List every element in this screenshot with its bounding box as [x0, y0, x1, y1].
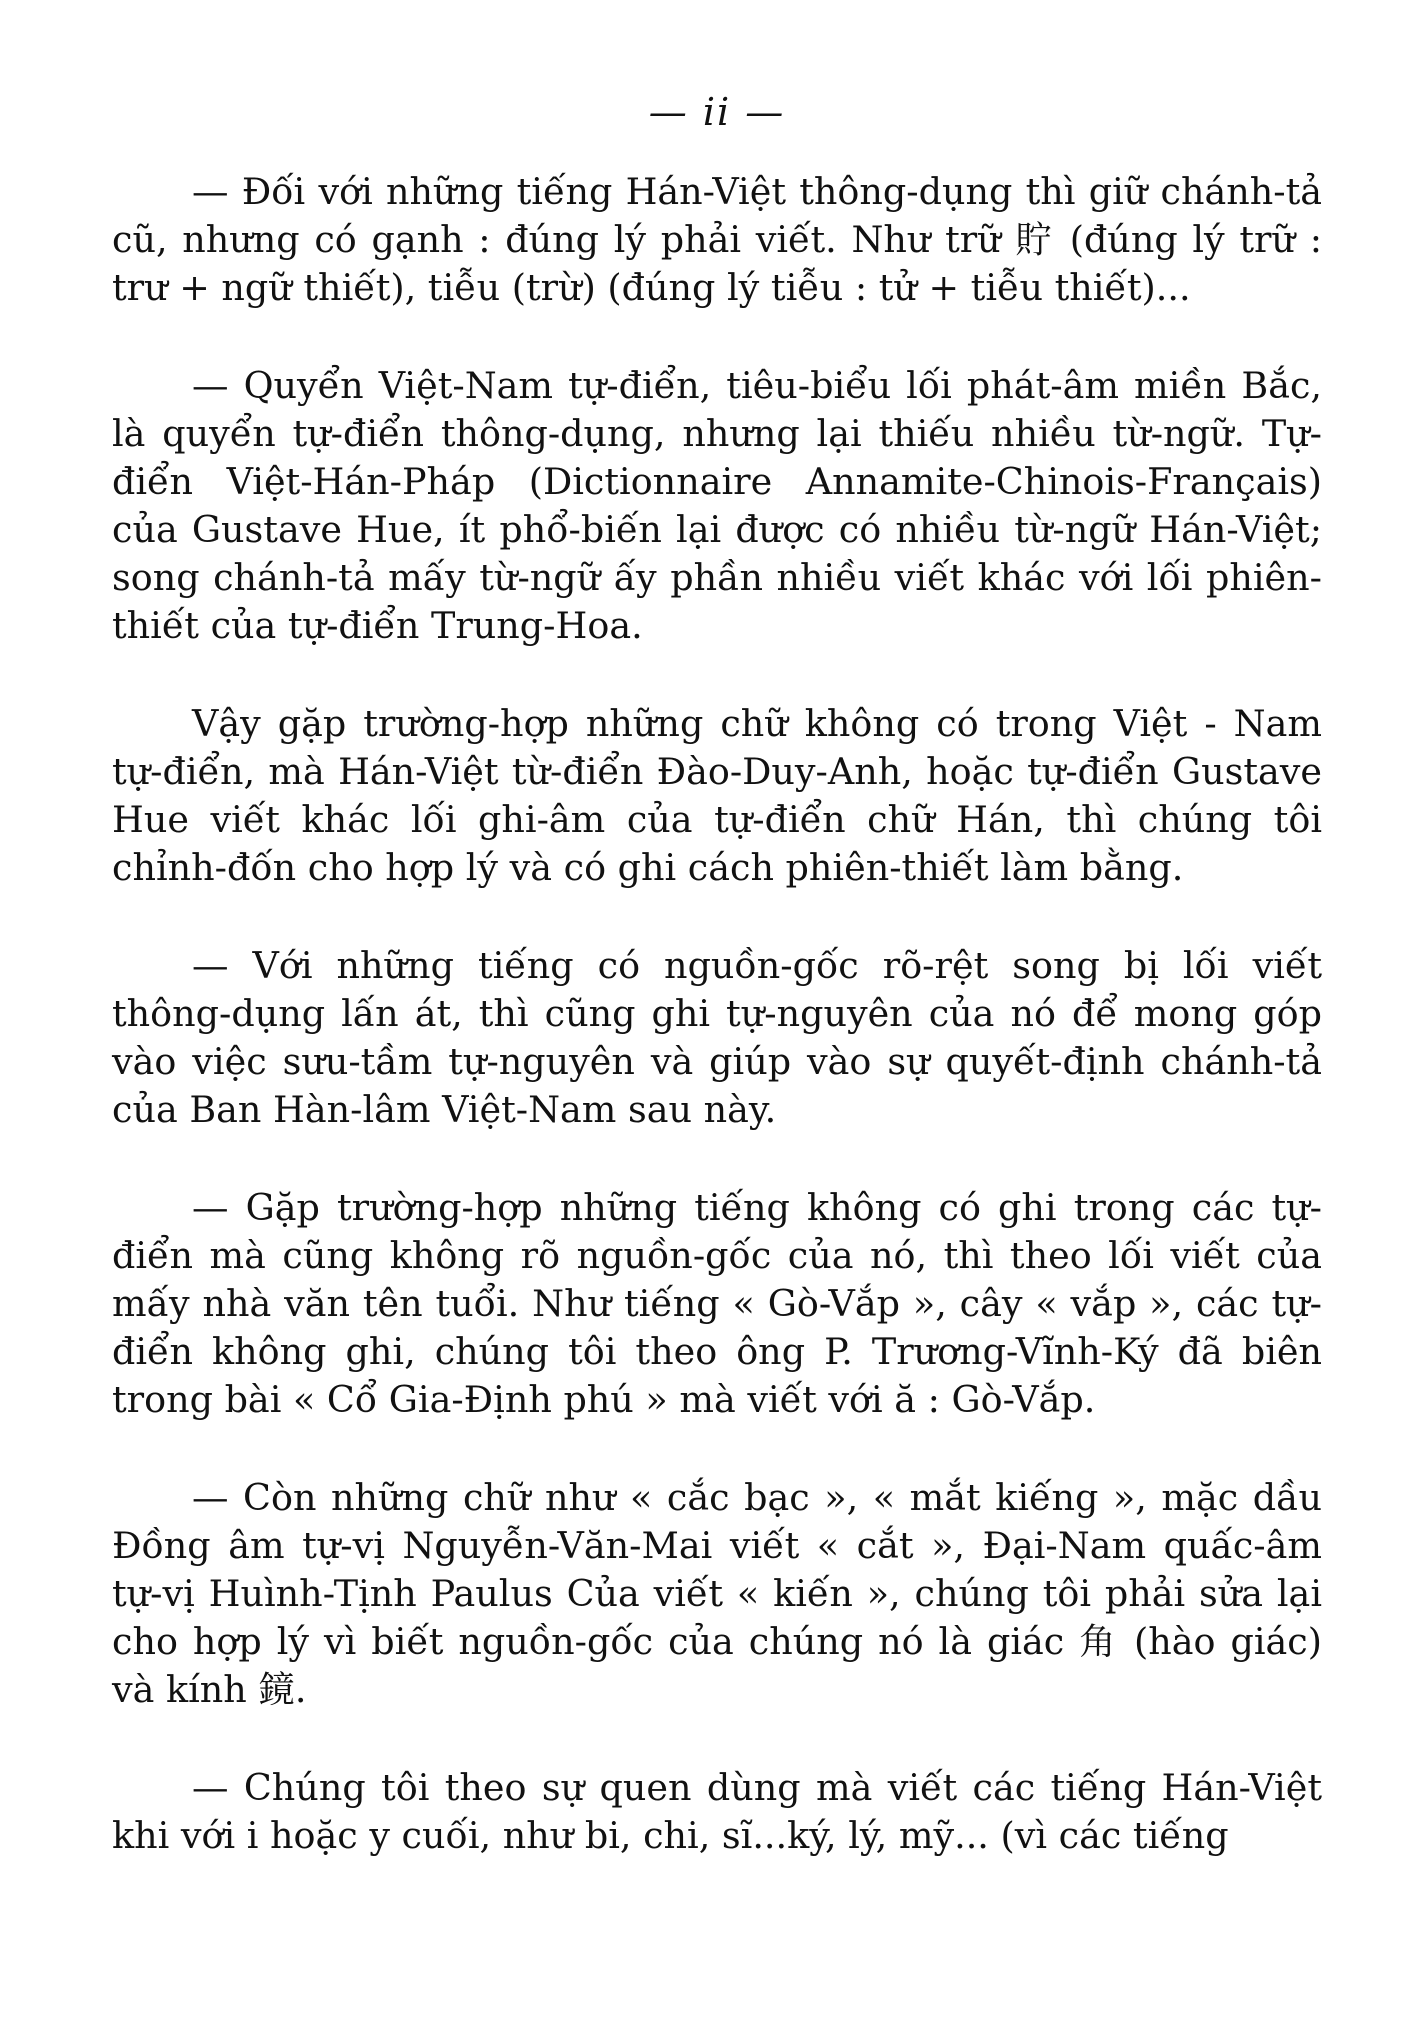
paragraph-4: — Với những tiếng có nguồn-gốc rõ-rệt song bị lối viết thông-dụng lấn át, thì cũng ghi tự-nguyên của nó để mong góp vào việc sưu-tầm tự-nguyên và giúp vào sự quyết-định chánh-tả của Ban Hàn-lâm Việt-Nam sau này. — [112, 944, 1322, 1131]
paragraph-6: — Còn những chữ như « cắc bạc », « mắt kiếng », mặc dầu Đồng âm tự-vị Nguyễn-Văn-Mai viết « cắt », Đại-Nam quấc-âm tự-vị Huình-Tịnh Paulus Của viết « kiến », chúng tôi phải sửa lại cho hợp lý vì biết nguồn-gốc của chúng nó là giác 角 (hào giác) và kính 鏡. — [112, 1476, 1322, 1711]
paragraph-1: — Đối với những tiếng Hán-Việt thông-dụng thì giữ chánh-tả cũ, nhưng có gạnh : đúng lý phải viết. Như trữ 貯 (đúng lý trữ : trư + ngữ thiết), tiễu (trừ) (đúng lý tiễu : tử + tiễu thiết)... — [112, 170, 1322, 309]
paragraph-5: — Gặp trường-hợp những tiếng không có ghi trong các tự-điển mà cũng không rõ nguồn-gốc của nó, thì theo lối viết của mấy nhà văn tên tuổi. Như tiếng « Gò-Vắp », cây « vắp », các tự-điển không ghi, chúng tôi theo ông P. Trương-Vĩnh-Ký đã biên trong bài « Cổ Gia-Định phú » mà viết với ă : Gò-Vắp. — [112, 1186, 1322, 1421]
paragraph-2: — Quyển Việt-Nam tự-điển, tiêu-biểu lối phát-âm miền Bắc, là quyển tự-điển thông-dụng, nhưng lại thiếu nhiều từ-ngữ. Tự-điển Việt-Hán-Pháp (Dictionnaire Annamite-Chinois-Français) của Gustave Hue, ít phổ-biến lại được có nhiều từ-ngữ Hán-Việt; song chánh-tả mấy từ-ngữ ấy phần nhiều viết khác với lối phiên-thiết của tự-điển Trung-Hoa. — [112, 364, 1322, 647]
paragraph-3: Vậy gặp trường-hợp những chữ không có trong Việt - Nam tự-điển, mà Hán-Việt từ-điển Đào-Duy-Anh, hoặc tự-điển Gustave Hue viết khác lối ghi-âm của tự-điển chữ Hán, thì chúng tôi chỉnh-đốn cho hợp lý và có ghi cách phiên-thiết làm bằng. — [112, 702, 1322, 889]
paragraph-7: — Chúng tôi theo sự quen dùng mà viết các tiếng Hán-Việt khi với i hoặc y cuối, như bi, chi, sĩ...ký, lý, mỹ... (vì các tiếng — [112, 1766, 1322, 1857]
document-page — [112, 70, 1322, 1910]
page-number: — ii — — [648, 90, 786, 134]
